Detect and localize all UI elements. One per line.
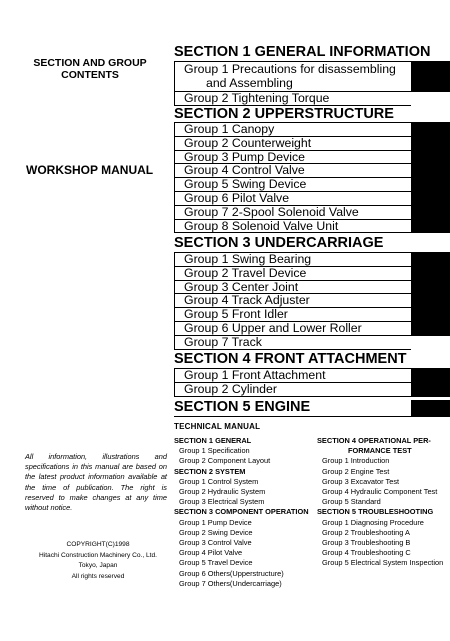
group-label: Group 3 Center Joint xyxy=(174,281,411,295)
group-label: Group 7 Track xyxy=(174,336,411,350)
tm-section-2-item: Group 1 Control System xyxy=(179,476,259,486)
section-2-group-2[interactable] xyxy=(174,137,450,151)
tm-section-3-item: Group 2 Swing Device xyxy=(179,527,253,537)
tm-section-5-heading: SECTION 5 TROUBLESHOOTING xyxy=(317,507,434,517)
group-underline xyxy=(174,396,411,397)
section-4-heading: SECTION 4 FRONT ATTACHMENT xyxy=(174,351,407,367)
section-2-group-8[interactable] xyxy=(174,220,450,234)
tm-section-5-item: Group 1 Diagnosing Procedure xyxy=(322,517,424,527)
group-1-line-2: and Assembling xyxy=(206,75,293,90)
section-divider xyxy=(174,416,450,417)
section-tab-marker xyxy=(411,178,450,192)
tm-section-4-heading-line-2: FORMANCE TEST xyxy=(348,446,412,456)
tm-section-3-item: Group 6 Others(Upperstructure) xyxy=(179,568,284,578)
tm-section-4-item: Group 1 Introduction xyxy=(322,456,390,466)
technical-manual-index xyxy=(174,422,450,588)
tm-section-3-item: Group 3 Control Valve xyxy=(179,538,252,548)
tm-section-5-item: Group 3 Troubleshooting B xyxy=(322,538,411,548)
group-label: Group 7 2-Spool Solenoid Valve xyxy=(174,206,411,220)
tm-section-4-item: Group 4 Hydraulic Component Test xyxy=(322,487,438,497)
tm-section-1-heading: SECTION 1 GENERAL xyxy=(174,436,252,445)
group-label: Group 1 Canopy xyxy=(174,123,411,137)
tm-section-1-item: Group 2 Component Layout xyxy=(179,456,271,466)
section-1-heading: SECTION 1 GENERAL INFORMATION xyxy=(174,44,431,60)
group-label: Group 8 Solenoid Valve Unit xyxy=(174,220,411,234)
section-3-group-5[interactable] xyxy=(174,308,450,322)
section-tab-marker xyxy=(411,308,450,322)
section-tab-marker xyxy=(411,253,450,267)
group-label: Group 1 Swing Bearing xyxy=(174,253,411,267)
tm-section-3-item: Group 7 Others(Undercarriage) xyxy=(179,578,282,588)
rights-line: All rights reserved xyxy=(71,572,125,580)
group-label: Group 5 Swing Device xyxy=(174,178,411,192)
contents-title-line2: CONTENTS xyxy=(61,69,119,81)
section-tab-marker xyxy=(411,294,450,308)
group-label: Group 2 Travel Device xyxy=(174,267,411,281)
technical-manual-title: TECHNICAL MANUAL xyxy=(174,422,261,431)
section-tab-marker xyxy=(411,192,450,206)
location-line: Tokyo, Japan xyxy=(78,562,118,569)
copyright-block xyxy=(25,540,171,582)
section-2-group-3[interactable] xyxy=(174,151,450,165)
group-label: Group 2 Counterweight xyxy=(174,137,411,151)
tm-section-3-item: Group 5 Travel Device xyxy=(179,558,253,568)
group-label: Group 3 Pump Device xyxy=(174,151,411,165)
tm-section-2-item: Group 3 Electrical System xyxy=(179,497,265,507)
group-label: Group 4 Track Adjuster xyxy=(174,294,411,308)
tm-section-2-item: Group 2 Hydraulic System xyxy=(179,487,266,497)
group-label: Group 4 Control Valve xyxy=(174,164,411,178)
section-2-group-5[interactable] xyxy=(174,178,450,192)
tm-section-3-item: Group 4 Pilot Valve xyxy=(179,548,243,558)
section-4-group-1[interactable] xyxy=(174,369,450,383)
group-1-line-1: Group 1 Precautions for disassembling xyxy=(184,62,396,76)
section-3-group-2[interactable] xyxy=(174,267,450,281)
tm-section-3-heading: SECTION 3 COMPONENT OPERATION xyxy=(174,507,309,517)
tm-section-4-item: Group 5 Standard xyxy=(322,497,381,507)
section-tab-marker xyxy=(411,383,450,397)
section-tab-marker xyxy=(411,281,450,295)
tm-section-4-heading-line-1: SECTION 4 OPERATIONAL PER- xyxy=(317,436,431,445)
tm-section-1-item: Group 1 Specification xyxy=(179,446,250,456)
tm-section-2-heading: SECTION 2 SYSTEM xyxy=(174,466,246,476)
group-label: Group 2 Cylinder xyxy=(174,383,411,397)
section-tab-marker xyxy=(411,400,450,416)
tm-section-3-item: Group 1 Pump Device xyxy=(179,517,252,527)
section-3-heading: SECTION 3 UNDERCARRIAGE xyxy=(174,235,384,251)
tm-section-4-item: Group 2 Engine Test xyxy=(322,466,390,476)
disclaimer-text: All information, illustrations and specifications in this manual are based on the latest product information available at the time of publication. The right is reserved to make changes at any time without notice. xyxy=(25,452,167,513)
section-tab-marker xyxy=(411,220,450,234)
group-label xyxy=(174,62,411,92)
section-tab-marker xyxy=(411,369,450,383)
section-1-group-1[interactable] xyxy=(174,62,450,92)
technical-manual-left-column xyxy=(174,436,309,589)
section-group-contents-title xyxy=(20,57,160,81)
section-3-group-7[interactable] xyxy=(174,336,450,350)
section-2-group-7[interactable] xyxy=(174,206,450,220)
section-2-group-4[interactable] xyxy=(174,164,450,178)
section-2-heading: SECTION 2 UPPERSTRUCTURE xyxy=(174,106,394,122)
tm-section-5-item: Group 5 Electrical System Inspection xyxy=(322,558,444,568)
group-label: Group 6 Pilot Valve xyxy=(174,192,411,206)
section-tab-marker xyxy=(411,164,450,178)
section-tab-marker xyxy=(411,151,450,165)
left-column xyxy=(0,0,172,641)
section-4-group-2[interactable] xyxy=(174,383,450,397)
section-tab-marker xyxy=(411,123,450,137)
group-label: Group 2 Tightening Torque xyxy=(174,92,411,106)
group-underline xyxy=(174,349,411,350)
section-3-group-3[interactable] xyxy=(174,281,450,295)
workshop-manual-title: WORKSHOP MANUAL xyxy=(26,163,154,177)
section-tab-marker xyxy=(411,137,450,151)
section-3-group-1[interactable] xyxy=(174,253,450,267)
technical-manual-right-column xyxy=(317,436,443,569)
tm-section-5-item: Group 4 Troubleshooting C xyxy=(322,548,411,558)
group-underline xyxy=(174,232,411,233)
group-label: Group 1 Front Attachment xyxy=(174,369,411,383)
section-tab-marker xyxy=(411,206,450,220)
group-label: Group 6 Upper and Lower Roller xyxy=(174,322,411,336)
section-3-group-4[interactable] xyxy=(174,294,450,308)
section-tab-marker xyxy=(411,62,450,92)
copyright-line: COPYRIGHT(C)1998 xyxy=(66,541,130,548)
section-2-group-6[interactable] xyxy=(174,192,450,206)
tm-section-4-item: Group 3 Excavator Test xyxy=(322,476,400,486)
section-tab-marker xyxy=(411,267,450,281)
group-label: Group 5 Front Idler xyxy=(174,308,411,322)
section-3-group-6[interactable] xyxy=(174,322,450,336)
tm-section-5-item: Group 2 Troubleshooting A xyxy=(322,527,410,537)
contents-title-line1: SECTION AND GROUP xyxy=(33,57,147,69)
section-tab-marker xyxy=(411,322,450,336)
section-5-heading: SECTION 5 ENGINE xyxy=(174,399,311,415)
section-1-group-2[interactable] xyxy=(174,92,450,106)
company-line: Hitachi Construction Machinery Co., Ltd. xyxy=(38,551,157,559)
section-2-group-1[interactable] xyxy=(174,123,450,137)
